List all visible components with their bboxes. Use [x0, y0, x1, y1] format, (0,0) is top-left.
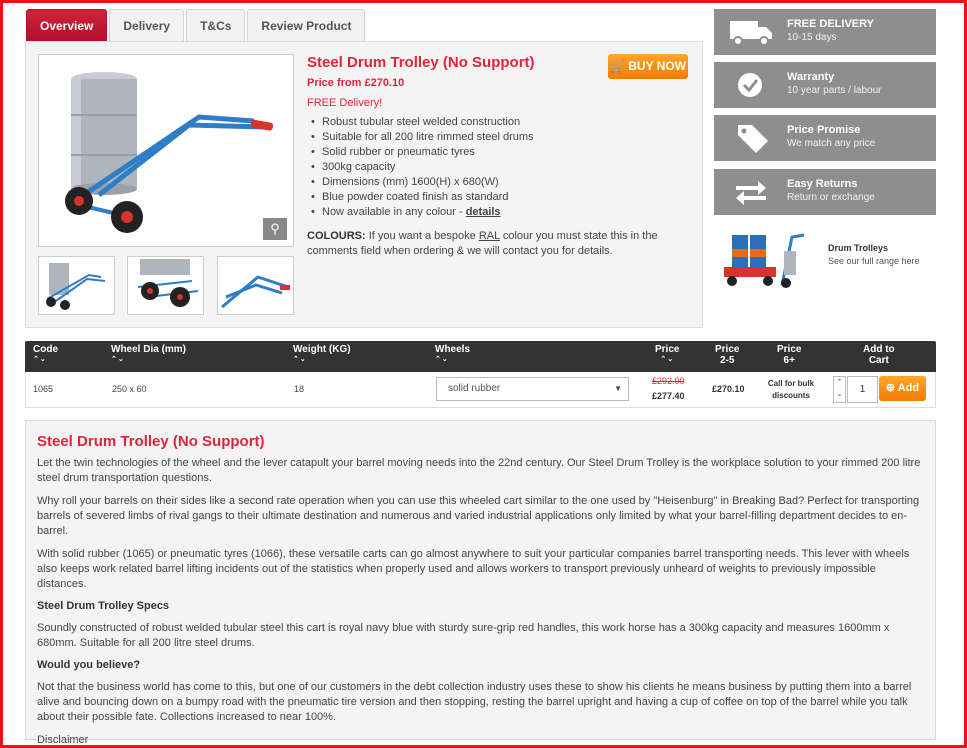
believe-heading: Would you believe?: [37, 659, 141, 671]
col-wheels-label: Wheels: [435, 344, 471, 355]
description-paragraph: Why roll your barrels on their sides like a second rate operation when you can use this wheeled cart similar to the one used by "Heisenburg" in Breaking Bad? Perfect for transporting barrels of severed limbs of rival gangs to their ultimate destination and numerous and varied industrial applications only limited by what your barrel-filling department decides to en-barrel.: [37, 495, 920, 537]
benefit-price-promise[interactable]: [714, 115, 936, 161]
benefit-sub: We match any price: [787, 138, 876, 149]
colours-text-b: colour you must state this in the comments field when ordering & we will contact you for details.: [307, 230, 658, 257]
product-description: [25, 420, 936, 746]
disclaimer: Disclaimer: [37, 734, 89, 746]
sort-arrows-icon[interactable]: ⌃⌄: [293, 356, 307, 363]
old-price: £292.00: [652, 376, 685, 386]
sort-arrows-icon[interactable]: ⌃⌄: [660, 356, 675, 363]
product-variants-table: [25, 341, 936, 408]
colours-text-a: If you want a bespoke: [365, 230, 479, 242]
col-add-label: Add to: [863, 344, 895, 355]
cart-icon: 🛒: [609, 59, 625, 73]
plus-circle-icon: ⊕: [885, 382, 896, 394]
feature-list: [322, 115, 534, 220]
description-title: Steel Drum Trolley (No Support): [37, 433, 265, 450]
col-wheels[interactable]: [435, 344, 470, 364]
colours-note: [307, 229, 692, 259]
product-thumbnail-2[interactable]: [127, 256, 204, 315]
wheels-select[interactable]: [436, 377, 629, 401]
tab-terms[interactable]: T&Cs: [186, 9, 245, 41]
dropdown-arrow-icon: ▼: [614, 384, 622, 393]
benefit-sub: 10-15 days: [787, 32, 837, 43]
product-thumbnail-3[interactable]: [217, 256, 294, 315]
benefit-easy-returns[interactable]: [714, 169, 936, 215]
exchange-arrows-icon: [728, 177, 774, 207]
cell-code: 1065: [33, 384, 54, 394]
feature-text: Now available in any colour -: [322, 206, 466, 218]
sort-arrows-icon[interactable]: ⌃⌄: [111, 356, 125, 363]
description-paragraph: Let the twin technologies of the wheel and the lever catapult your barrel moving needs into the 22nd century. Our Steel Drum Trolley is the workplace solution to your rimmed 200 litre steel drum transportation questions.: [37, 457, 921, 484]
stepper-down-icon[interactable]: ⌄: [836, 391, 843, 398]
benefit-sub: 10 year parts / labour: [787, 85, 882, 96]
table-header: [25, 341, 936, 372]
quantity-stepper[interactable]: [833, 376, 846, 403]
drum-trolleys-promo[interactable]: [714, 225, 936, 297]
check-circle-icon: [728, 70, 774, 100]
drum-trolleys-image: [718, 227, 810, 293]
benefit-title: Price Promise: [787, 124, 861, 136]
sort-arrows-icon[interactable]: ⌃⌄: [33, 356, 47, 363]
buy-now-button[interactable]: [608, 54, 688, 79]
table-row: [25, 372, 936, 408]
col-add-sub: Cart: [868, 355, 889, 366]
benefit-title: FREE DELIVERY: [787, 18, 874, 30]
description-paragraph: Soundly constructed of robust welded tubular steel this cart is royal navy blue with sturdy sure-grip red handles, this work horse has a 300kg capacity and measures 1600mm x 680mm. Suitable for all 200 litre steel drums.: [37, 622, 890, 649]
add-label: Add: [897, 382, 920, 394]
col-weight[interactable]: [293, 344, 351, 364]
cell-wheel-dia: 250 x 60: [112, 384, 147, 394]
truck-icon: [728, 17, 774, 47]
benefit-free-delivery[interactable]: [714, 9, 936, 55]
product-overview-panel: [25, 41, 703, 328]
feature-item: • Blue powder coated finish as standard: [322, 190, 534, 205]
feature-item: • 300kg capacity: [322, 160, 534, 175]
quantity-input[interactable]: 1: [847, 376, 878, 403]
feature-item: • Solid rubber or pneumatic tyres: [322, 145, 534, 160]
price-tag-icon: [728, 123, 774, 153]
ral-link[interactable]: RAL: [478, 230, 500, 242]
feature-item: • Dimensions (mm) 1600(H) x 680(W): [322, 175, 534, 190]
bulk-discount-note: Call for bulk discounts: [767, 379, 815, 400]
product-title: Steel Drum Trolley (No Support): [307, 54, 535, 71]
stepper-up-icon[interactable]: ⌃: [836, 379, 843, 386]
colours-label: COLOURS:: [307, 230, 366, 242]
col-code[interactable]: [33, 344, 58, 364]
col-price-6-label: Price: [777, 344, 802, 355]
col-wheel-dia-label: Wheel Dia (mm): [111, 344, 187, 355]
benefit-warranty[interactable]: [714, 62, 936, 108]
feature-item: • Suitable for all 200 litre rimmed steel drums: [322, 130, 534, 145]
tab-delivery[interactable]: Delivery: [109, 9, 184, 41]
buy-now-label: BUY NOW: [628, 59, 687, 73]
benefit-title: Warranty: [787, 71, 835, 83]
col-price-label: Price: [655, 344, 680, 355]
promo-title: Drum Trolleys: [828, 243, 889, 253]
col-price-2-5[interactable]: [715, 344, 739, 366]
col-price-2-5-sub: 2-5: [720, 355, 735, 366]
feature-item: [322, 205, 534, 220]
tab-overview[interactable]: Overview: [26, 9, 107, 41]
col-price[interactable]: [655, 344, 679, 364]
details-link[interactable]: details: [465, 206, 501, 218]
col-wheel-dia[interactable]: [111, 344, 186, 364]
price: £277.40: [652, 391, 685, 401]
feature-item: • Robust tubular steel welded construction: [322, 115, 534, 130]
description-paragraph: With solid rubber (1065) or pneumatic tyres (1066), these versatile carts can go almost anywhere to suit your particular companies barrel transporting needs. This lever with wheels also keeps work related barrel lifting incidents out of the statistics when properly used and allows workers to transport previously unheard of weights to previously impossible distances.: [37, 548, 910, 590]
description-paragraph: Not that the business world has come to this, but one of our customers in the debt collection industry uses these to show his clients he means business by putting them into a barrel alive and bouncing down on a bumpy road with the pneumatic tire version and then stopping, resting the barrel upright and having a cup of coffee on top of the barrel while you talk about their possible fate. Collections increased to near 100%.: [37, 681, 912, 723]
product-thumbnail-1[interactable]: [38, 256, 115, 315]
product-tabs: [26, 9, 365, 41]
col-price-2-5-label: Price: [715, 344, 740, 355]
price-from: Price from £270.10: [307, 77, 405, 89]
tab-review-product[interactable]: Review Product: [247, 9, 365, 41]
sort-arrows-icon[interactable]: ⌃⌄: [435, 356, 449, 363]
price-2-5: £270.10: [712, 384, 745, 394]
benefit-sub: Return or exchange: [787, 192, 875, 203]
col-price-6[interactable]: [777, 344, 801, 366]
col-code-label: Code: [33, 344, 58, 355]
free-delivery-note: FREE Delivery!: [307, 97, 383, 109]
product-main-image[interactable]: [38, 54, 294, 247]
specs-heading: Steel Drum Trolley Specs: [37, 600, 170, 612]
wheels-selected: solid rubber: [448, 383, 501, 394]
add-to-cart-button[interactable]: [879, 376, 926, 401]
col-add-to-cart: [863, 344, 895, 366]
cell-weight: 18: [294, 384, 305, 394]
col-weight-label: Weight (KG): [293, 344, 351, 355]
promo-sub: See our full range here: [828, 256, 920, 266]
zoom-icon[interactable]: ⚲: [263, 218, 287, 240]
col-price-6-sub: 6+: [783, 355, 795, 366]
benefit-title: Easy Returns: [787, 178, 858, 190]
